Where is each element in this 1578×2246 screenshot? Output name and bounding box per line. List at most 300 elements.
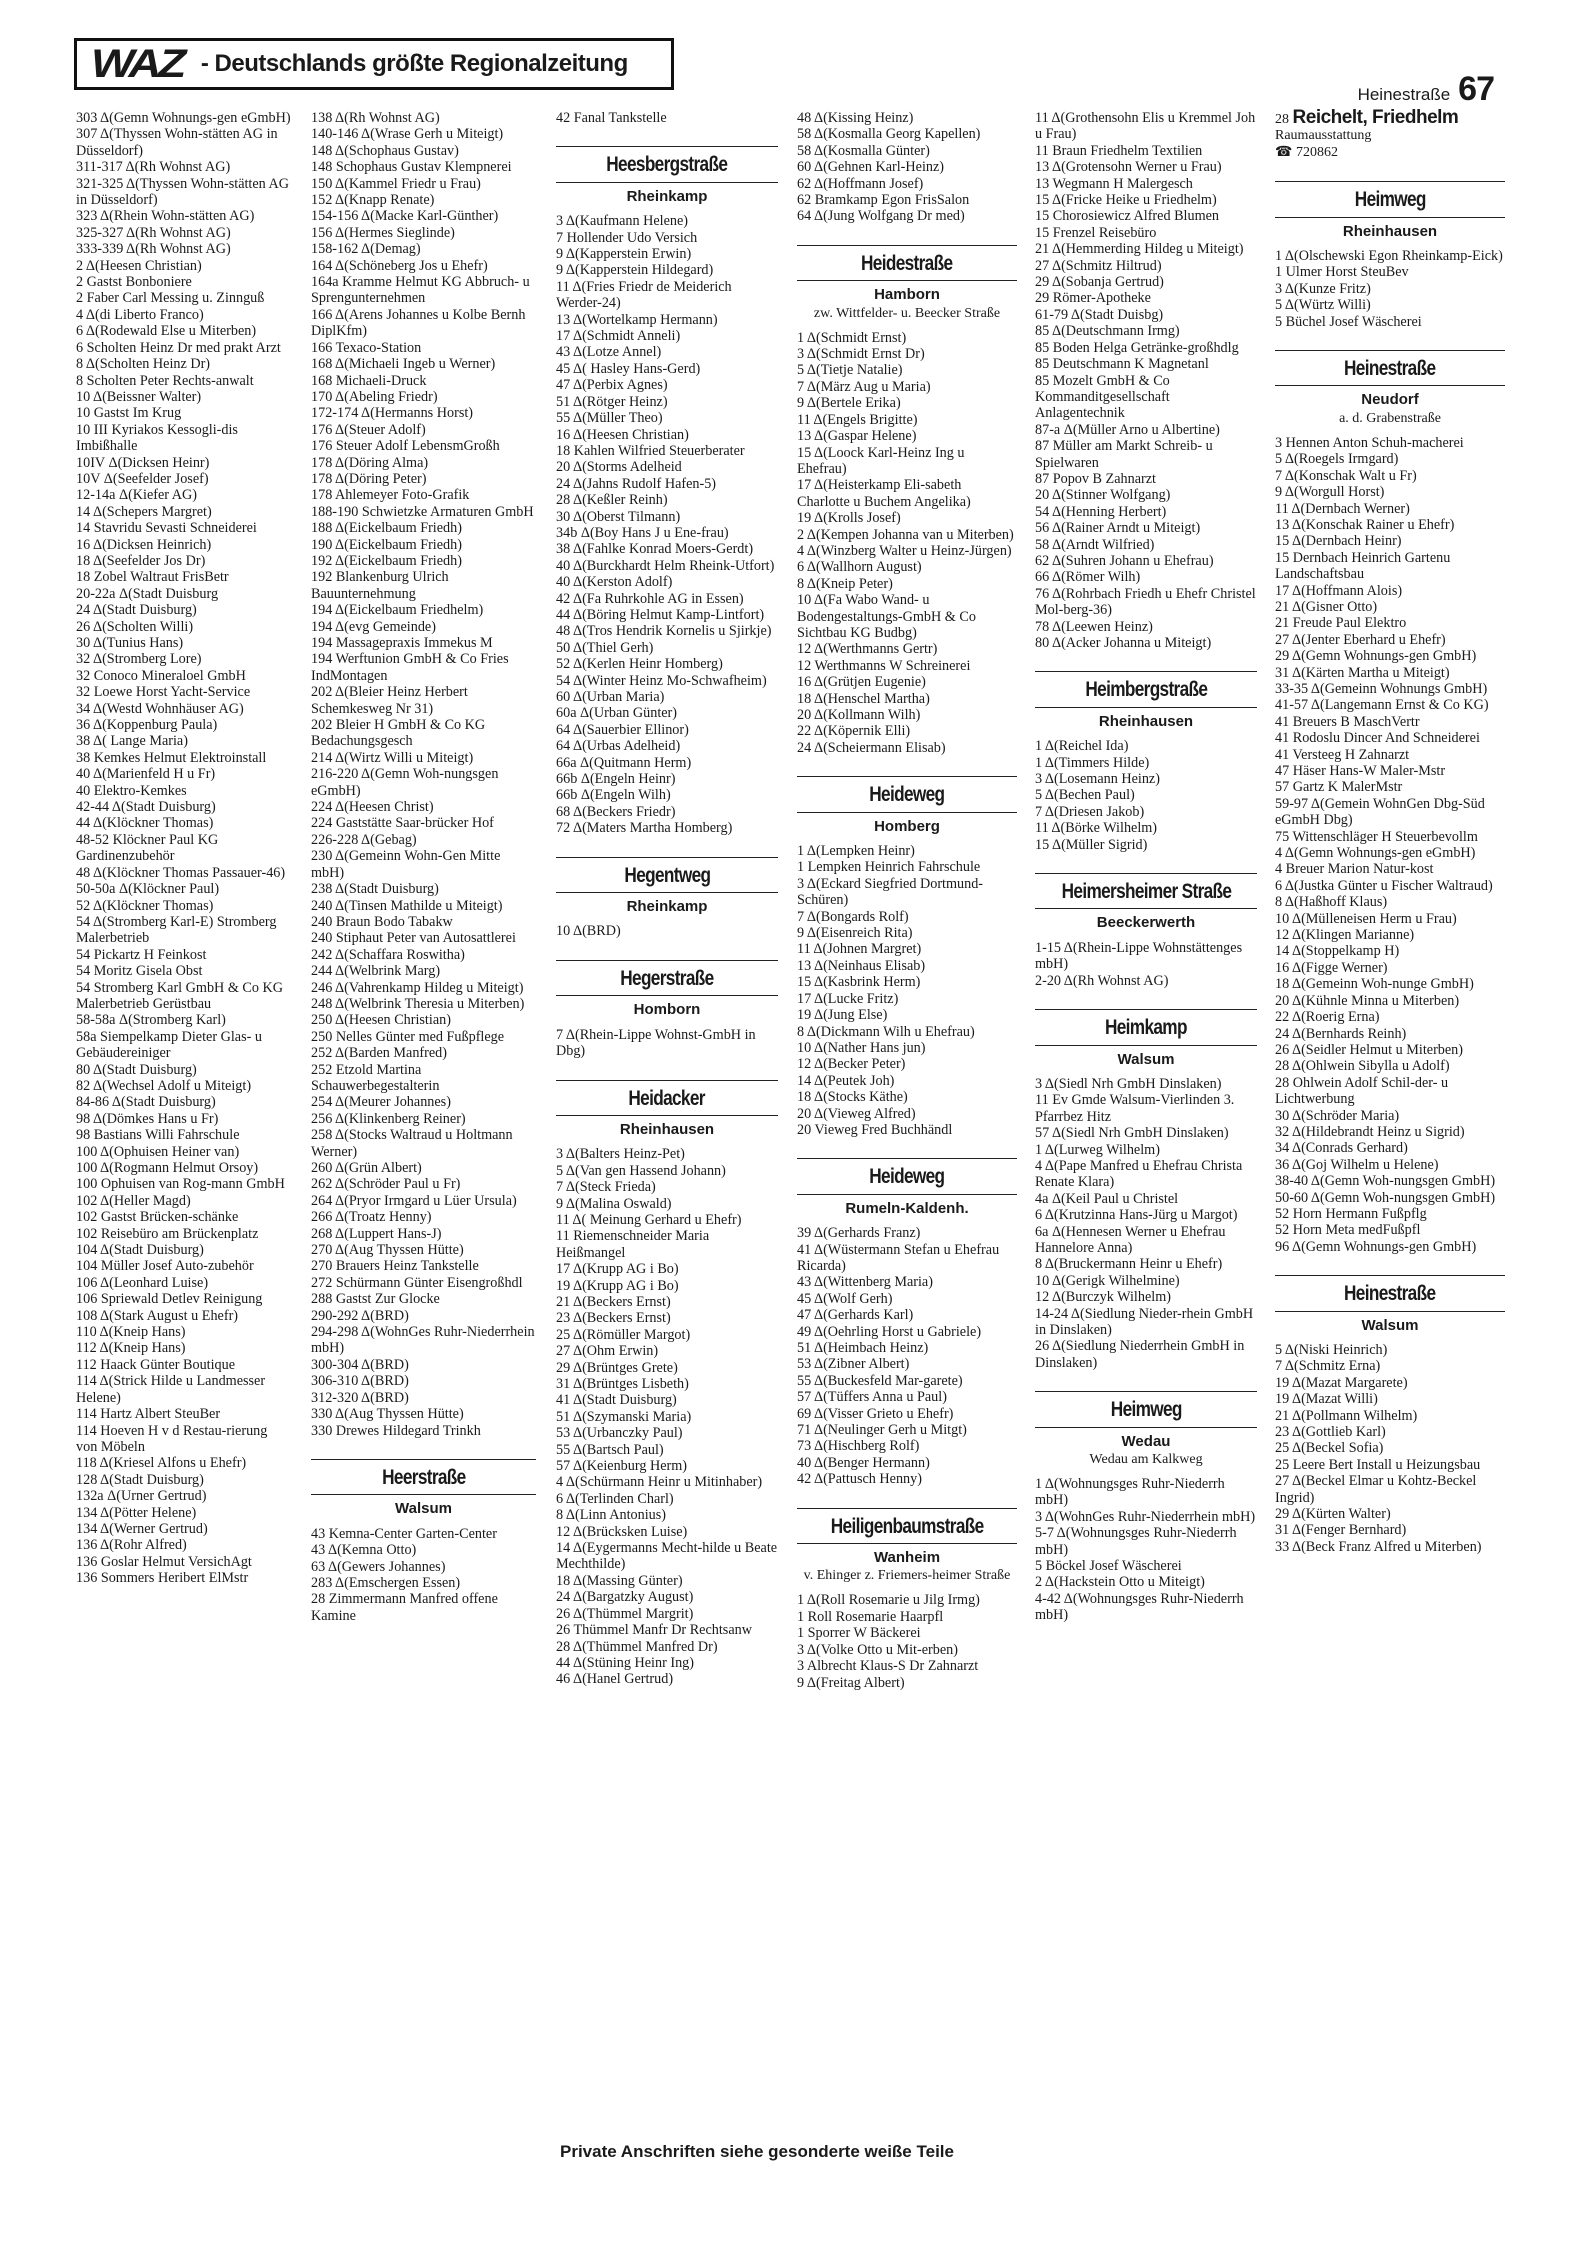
address-entry: 9 Δ(Worgull Horst)	[1275, 484, 1385, 501]
address-entry: 38 Kemkes Helmut Elektroinstall	[76, 749, 267, 766]
address-entry: 202 Bleier H GmbH & Co KG Bedachungsgesch	[311, 717, 489, 750]
address-entry: 12-14a Δ(Kiefer AG)	[76, 487, 198, 504]
address-entry: 80 Δ(Stadt Duisburg)	[76, 1061, 197, 1078]
address-entry: 170 Δ(Abeling Friedr)	[311, 388, 438, 405]
address-entry: 11 Braun Friedhelm Textilien	[1035, 142, 1203, 159]
street-heading	[797, 776, 1017, 835]
address-entry: 250 Nelles Günter med Fußpflege	[311, 1028, 505, 1045]
address-entry: 61-79 Δ(Stadt Duisbg)	[1035, 306, 1164, 323]
address-entry: 11 Δ(Johnen Margret)	[797, 941, 922, 958]
street-heading	[556, 146, 778, 205]
address-entry: 4 Δ(Gemn Wohnungs-gen eGmbH)	[1275, 845, 1476, 862]
address-entry: 36 Δ(Goj Wilhelm u Helene)	[1275, 1156, 1439, 1173]
address-entry: 29 Römer-Apotheke	[1035, 290, 1151, 307]
address-entry: 15 Δ(Loock Karl-Heinz Ing u Ehefrau)	[797, 444, 969, 477]
address-entry: 80 Δ(Acker Johanna u Miteigt)	[1035, 635, 1212, 651]
address-entry: 27 Δ(Jenter Eberhard u Ehefr)	[1275, 631, 1446, 648]
address-entry: 40 Δ(Benger Hermann)	[797, 1454, 930, 1471]
address-entry: 53 Δ(Zibner Albert)	[797, 1356, 910, 1373]
address-entry: 27 Δ(Ohm Erwin)	[556, 1343, 659, 1360]
address-entry: 102 Reisebüro am Brückenplatz	[76, 1225, 259, 1242]
district-name: Beeckerwerth	[1035, 908, 1257, 931]
street-segment-note: Wedau am Kalkweg	[1089, 1452, 1203, 1468]
address-entry: 18 Kahlen Wilfried Steuerberater	[556, 442, 745, 459]
address-entry: 4 Breuer Marion Natur-kost	[1275, 861, 1434, 878]
address-entry: 50-60 Δ(Gemn Woh-nungsgen GmbH)	[1275, 1189, 1496, 1206]
address-entry: 106 Spriewald Detlev Reinigung	[76, 1291, 263, 1308]
address-entry: 1 Δ(Reichel Ida)	[1035, 738, 1129, 755]
street-heading	[1275, 181, 1505, 240]
address-entry: 15 Dernbach Heinrich Gartenu Landschaftsbau	[1275, 549, 1454, 583]
running-street: Heinestraße	[1357, 85, 1451, 104]
address-entry: 78 Δ(Leewen Heinz)	[1035, 618, 1153, 635]
address-entry: 17 Δ(Hoffmann Alois)	[1275, 582, 1403, 599]
address-entry: 20 Vieweg Fred Buchhändl	[797, 1121, 953, 1138]
address-entry: 17 Δ(Schmidt Anneli)	[556, 328, 681, 345]
address-entry: 33-35 Δ(Gemeinn Wohnungs GmbH)	[1275, 680, 1488, 697]
street-name: Heimweg	[1110, 1398, 1182, 1422]
address-entry: 24 Δ(Jahns Rudolf Hafen-5)	[556, 475, 717, 492]
address-entry: 57 Gartz K MalerMstr	[1275, 779, 1403, 796]
street-heading	[1275, 1275, 1505, 1334]
address-entry: 264 Δ(Pryor Irmgard u Lüer Ursula)	[311, 1192, 517, 1209]
address-entry: 51 Δ(Rötger Heinz)	[556, 393, 668, 410]
address-entry: 20-22a Δ(Stadt Duisburg	[76, 585, 219, 602]
address-entry: 5 Δ(Tietje Natalie)	[797, 362, 903, 379]
address-entry: 2 Δ(Hackstein Otto u Miteigt)	[1035, 1574, 1205, 1591]
address-entry: 1-15 Δ(Rhein-Lippe Wohnstättenges mbH)	[1035, 939, 1246, 973]
address-entry: 10 Δ(Nather Hans jun)	[797, 1039, 926, 1056]
address-entry: 108 Δ(Stark August u Ehefr)	[76, 1307, 239, 1324]
address-entry: 26 Δ(Thümmel Margrit)	[556, 1605, 694, 1622]
address-entry: 43 Δ(Lotze Annel)	[556, 344, 662, 361]
address-entry: 32 Loewe Horst Yacht-Service	[76, 684, 251, 701]
advert-trade: Raumausstattung	[1275, 128, 1372, 144]
address-entry: 31 Δ(Fenger Bernhard)	[1275, 1522, 1407, 1539]
address-entry: 202 Δ(Bleier Heinz Herbert Schemkesweg Nr 31)	[311, 684, 472, 717]
address-entry: 87 Popov B Zahnarzt	[1035, 470, 1156, 487]
address-entry: 240 Braun Bodo Tabakw	[311, 913, 453, 930]
address-entry: 18 Zobel Waltraut FrisBetr	[76, 569, 229, 586]
address-entry: 28 Zimmermann Manfred offene Kamine	[311, 1591, 502, 1624]
address-entry: 15 Δ(Dernbach Heinr)	[1275, 533, 1402, 550]
address-entry: 34b Δ(Boy Hans J u Ene-frau)	[556, 524, 729, 541]
address-entry: 3 Δ(Losemann Heinz)	[1035, 771, 1160, 788]
address-entry: 172-174 Δ(Hermanns Horst)	[311, 405, 474, 422]
address-entry: 19 Δ(Mazat Margarete)	[1275, 1374, 1408, 1391]
street-heading	[1035, 873, 1257, 932]
address-entry: 14 Δ(Schepers Margret)	[76, 503, 212, 520]
address-entry: 136 Δ(Rohr Alfred)	[76, 1537, 187, 1554]
address-entry: 26 Thümmel Manfr Dr Rechtsanw	[556, 1622, 752, 1639]
address-entry: 21 Δ(Gisner Otto)	[1275, 598, 1378, 615]
street-heading	[797, 245, 1017, 322]
address-entry: 58 Δ(Kosmalla Günter)	[797, 142, 930, 159]
address-entry: 40 Δ(Burckhardt Helm Rheink-Utfort)	[556, 557, 775, 574]
address-entry: 58a Siempelkamp Dieter Glas- u Gebäudereiniger	[76, 1028, 266, 1062]
street-name: Heiligenbaumstraße	[830, 1514, 984, 1538]
address-entry: 29 Δ(Gemn Wohnungs-gen GmbH)	[1275, 648, 1477, 665]
address-entry: 40 Δ(Marienfeld H u Fr)	[76, 766, 216, 783]
address-entry: 63 Δ(Gewers Johannes)	[311, 1558, 446, 1575]
street-name: Heideweg	[869, 783, 945, 807]
street-name: Heimbergstraße	[1085, 678, 1207, 702]
address-entry: 104 Δ(Stadt Duisburg)	[76, 1242, 204, 1259]
column-2	[311, 110, 539, 1624]
address-entry: 8 Δ(Bruckermann Heinr u Ehefr)	[1035, 1256, 1223, 1273]
address-entry: 64 Δ(Urbas Adelheid)	[556, 738, 681, 755]
address-entry: 32 Conoco Mineraloel GmbH	[76, 667, 246, 684]
address-entry: 330 Drewes Hildegard Trinkh	[311, 1422, 481, 1439]
address-entry: 10V Δ(Seefelder Josef)	[76, 470, 209, 487]
address-entry: 64 Δ(Jung Wolfgang Dr med)	[797, 208, 965, 225]
address-entry: 164a Kramme Helmut KG Abbruch- u Sprengunternehmen	[311, 274, 534, 307]
street-name: Heidestraße	[861, 251, 953, 275]
address-entry: 71 Δ(Neulinger Gerh u Mitgt)	[797, 1422, 967, 1439]
address-entry: 19 Δ(Jung Else)	[797, 1007, 888, 1024]
address-entry: 54 Moritz Gisela Obst	[76, 963, 203, 980]
street-name: Heinestraße	[1344, 357, 1436, 381]
address-entry: 41 Breuers B MaschVertr	[1275, 713, 1420, 730]
address-entry: 240 Stiphaut Peter van Autosattlerei	[311, 930, 516, 947]
street-heading	[797, 1508, 1017, 1585]
address-entry: 7 Δ(Bongards Rolf)	[797, 908, 909, 925]
address-entry: 21 Freude Paul Elektro	[1275, 615, 1407, 632]
address-entry: 24 Δ(Bargatzky August)	[556, 1589, 694, 1606]
street-name: Heimweg	[1354, 188, 1426, 212]
address-entry: 55 Δ(Bartsch Paul)	[556, 1441, 664, 1458]
address-entry: 54 Δ(Stromberg Karl-E) Stromberg Malerbetrieb	[76, 913, 281, 947]
address-entry: 41 Versteeg H Zahnarzt	[1275, 746, 1410, 763]
street-heading	[556, 960, 778, 1019]
address-entry: 28 Δ(Thümmel Manfred Dr)	[556, 1638, 718, 1655]
address-entry: 102 Gastst Brücken-schänke	[76, 1209, 239, 1226]
address-entry: 72 Δ(Maters Martha Homberg)	[556, 820, 733, 837]
address-entry: 47 Häser Hans-W Maler-Mstr	[1275, 763, 1446, 779]
address-entry: 59-97 Δ(Gemein WohnGen Dbg-Süd eGmbH Dbg)	[1275, 795, 1489, 829]
address-entry: 85 Deutschmann K Magnetanl	[1035, 356, 1209, 373]
column-3	[556, 110, 781, 1688]
address-entry: 55 Δ(Müller Theo)	[556, 410, 663, 427]
address-entry: 25 Δ(Römüller Margot)	[556, 1326, 691, 1343]
address-entry: 43 Kemna-Center Garten-Center	[311, 1525, 497, 1542]
address-entry: 194 Massagepraxis Immekus M	[311, 635, 493, 651]
address-entry: 39 Δ(Gerhards Franz)	[797, 1225, 921, 1242]
address-entry: 8 Δ(Haßhoff Klaus)	[1275, 894, 1388, 911]
address-entry: 41-57 Δ(Langemann Ernst & Co KG)	[1275, 697, 1489, 714]
address-entry: 176 Steuer Adolf LebensmGroßh	[311, 438, 500, 455]
address-entry: 13 Δ(Neinhaus Elisab)	[797, 957, 926, 974]
address-entry: 52 Horn Hermann Fußpflg	[1275, 1205, 1427, 1222]
address-entry: 10 Δ(Fa Wabo Wand- u Bodengestaltungs-GmbH & Co Sichtbau KG Budbg)	[797, 592, 980, 641]
address-entry: 132a Δ(Urner Gertrud)	[76, 1488, 207, 1505]
address-entry: 6 Δ(Wallhorn August)	[797, 559, 922, 576]
masthead	[74, 38, 674, 90]
address-entry: 42 Δ(Fa Ruhrkohle AG in Essen)	[556, 590, 744, 607]
address-entry: 226-228 Δ(Gebag)	[311, 831, 417, 848]
address-entry: 134 Δ(Werner Gertrud)	[76, 1520, 208, 1537]
address-entry: 40 Elektro-Kemkes	[76, 782, 187, 799]
address-entry: 56 Δ(Rainer Arndt u Miteigt)	[1035, 520, 1201, 537]
street-name: Heimersheimer Straße	[1061, 880, 1231, 904]
address-entry: 27 Δ(Beckel Elmar u Kohtz-Beckel Ingrid)	[1275, 1473, 1480, 1506]
address-entry: 325-327 Δ(Rh Wohnst AG)	[76, 224, 231, 241]
address-entry: 12 Δ(Werthmanns Gertr)	[797, 641, 938, 658]
address-entry: 2 Gastst Bonboniere	[76, 274, 192, 291]
street-heading	[797, 1158, 1017, 1217]
address-entry: 306-310 Δ(BRD)	[311, 1373, 409, 1390]
address-entry: 100 Ophuisen van Rog-mann GmbH	[76, 1176, 285, 1193]
address-entry: 60 Δ(Urban Maria)	[556, 689, 665, 705]
address-entry: 32 Δ(Hildebrandt Heinz u Sigrid)	[1275, 1123, 1465, 1140]
address-entry: 17 Δ(Heisterkamp Eli-sabeth Charlotte u Buchem Angelika)	[797, 477, 971, 510]
district-name: Walsum	[1275, 1311, 1505, 1334]
address-entry: 84-86 Δ(Stadt Duisburg)	[76, 1094, 216, 1111]
address-entry: 3 Δ(Schmidt Ernst Dr)	[797, 346, 925, 363]
address-entry: 13 Δ(Grotensohn Werner u Frau)	[1035, 159, 1222, 176]
address-entry: 38-40 Δ(Gemn Woh-nungsgen GmbH)	[1275, 1173, 1496, 1190]
district-name: Wedau	[1035, 1427, 1257, 1450]
address-entry: 164 Δ(Schöneberg Jos u Ehefr)	[311, 257, 488, 274]
address-entry: 168 Δ(Michaeli Ingeb u Werner)	[311, 356, 496, 373]
address-entry: 16 Δ(Figge Werner)	[1275, 959, 1388, 976]
address-entry: 5 Δ(Van gen Hassend Johann)	[556, 1162, 726, 1179]
address-entry: 18 Δ(Henschel Martha)	[797, 690, 930, 707]
address-entry: 1 Ulmer Horst SteuBev	[1275, 264, 1409, 281]
address-entry: 76 Δ(Rohrbach Friedh u Ehefr Christel Mol-berg-36)	[1035, 585, 1260, 619]
address-entry: 252 Δ(Barden Manfred)	[311, 1045, 447, 1062]
address-entry: 6 Δ(Rodewald Else u Miterben)	[76, 323, 257, 340]
address-entry: 23 Δ(Gottlieb Karl)	[1275, 1424, 1386, 1441]
street-name: Heideweg	[869, 1165, 945, 1189]
address-entry: 254 Δ(Meurer Johannes)	[311, 1094, 451, 1111]
street-name: Heidacker	[628, 1086, 706, 1110]
district-name: Rheinhausen	[1035, 707, 1257, 730]
address-entry: 69 Δ(Visser Grieto u Ehefr)	[797, 1405, 954, 1422]
address-entry: 300-304 Δ(BRD)	[311, 1356, 409, 1373]
address-entry: 48 Δ(Tros Hendrik Kornelis u Sjirkje)	[556, 623, 772, 640]
address-entry: 8 Δ(Linn Antonius)	[556, 1507, 667, 1524]
address-entry: 47 Δ(Perbix Agnes)	[556, 377, 668, 394]
address-entry: 14-24 Δ(Siedlung Nieder-rhein GmbH in Dinslaken)	[1035, 1305, 1257, 1338]
address-entry: 3 Δ(Eckard Siegfried Dortmund-Schüren)	[797, 875, 984, 909]
advert-house-number: 28	[1275, 112, 1289, 127]
address-entry: 268 Δ(Luppert Hans-J)	[311, 1225, 442, 1242]
address-entry: 29 Δ(Sobanja Gertrud)	[1035, 274, 1164, 291]
address-entry: 52 Δ(Kerlen Heinr Homberg)	[556, 656, 723, 673]
address-entry: 7 Δ(Schmitz Erna)	[1275, 1358, 1381, 1375]
address-entry: 46 Δ(Hanel Gertrud)	[556, 1671, 674, 1688]
address-entry: 307 Δ(Thyssen Wohn-stätten AG in Düsseldorf)	[76, 126, 282, 159]
street-heading	[1275, 350, 1505, 427]
address-entry: 23 Δ(Beckers Ernst)	[556, 1310, 671, 1327]
address-entry: 258 Δ(Stocks Waltraud u Holtmann Werner)	[311, 1127, 516, 1160]
address-entry: 1 Δ(Timmers Hilde)	[1035, 754, 1150, 771]
address-entry: 106 Δ(Leonhard Luise)	[76, 1274, 209, 1291]
street-name: Heinestraße	[1344, 1282, 1436, 1306]
address-entry: 158-162 Δ(Demag)	[311, 241, 421, 258]
address-entry: 48-52 Klöckner Paul KG Gardinenzubehör	[76, 831, 222, 865]
address-entry: 9 Δ(Bertele Erika)	[797, 395, 901, 412]
address-entry: 62 Δ(Suhren Johann u Ehefrau)	[1035, 552, 1214, 569]
address-entry: 166 Texaco-Station	[311, 339, 422, 356]
street-heading	[311, 1459, 536, 1518]
district-name: Homborn	[556, 995, 778, 1018]
address-entry: 16 Δ(Grütjen Eugenie)	[797, 674, 926, 691]
district-name: Neudorf	[1275, 385, 1505, 408]
address-entry: 98 Bastians Willi Fahrschule	[76, 1127, 240, 1144]
district-name: Walsum	[311, 1494, 536, 1517]
column-1	[76, 110, 291, 1587]
column-6	[1275, 107, 1505, 1555]
address-entry: 10 Gastst Im Krug	[76, 405, 182, 422]
address-entry: 11 Δ(Grothensohn Elis u Kremmel Joh u Frau)	[1035, 110, 1259, 143]
address-entry: 73 Δ(Hischberg Rolf)	[797, 1438, 920, 1455]
address-entry: 47 Δ(Gerhards Karl)	[797, 1307, 914, 1324]
address-entry: 49 Δ(Oehrling Horst u Gabriele)	[797, 1323, 982, 1340]
address-entry: 22 Δ(Roerig Erna)	[1275, 1009, 1380, 1026]
address-entry: 28 Δ(Ohlwein Sibylla u Adolf)	[1275, 1058, 1450, 1075]
address-entry: 54 Stromberg Karl GmbH & Co KG Malerbetrieb Gerüstbau	[76, 979, 287, 1012]
address-entry: 12 Werthmanns W Schreinerei	[797, 657, 971, 674]
masthead-slogan: - Deutschlands größte Regionalzeitung	[200, 50, 628, 77]
address-entry: 11 Δ(Börke Wilhelm)	[1035, 820, 1158, 837]
street-name: Heimkamp	[1105, 1016, 1187, 1040]
district-name: Homberg	[797, 812, 1017, 835]
district-name: Hamborn	[797, 280, 1017, 303]
address-entry: 14 Δ(Stoppelkamp H)	[1275, 943, 1400, 960]
address-entry: 250 Δ(Heesen Christian)	[311, 1012, 451, 1029]
address-entry: 12 Δ(Becker Peter)	[797, 1056, 906, 1073]
address-entry: 266 Δ(Troatz Henny)	[311, 1209, 432, 1226]
address-entry: 4a Δ(Keil Paul u Christel	[1035, 1190, 1179, 1207]
address-entry: 214 Δ(Wirtz Willi u Miteigt)	[311, 749, 474, 766]
address-entry: 21 Δ(Hemmerding Hildeg u Miteigt)	[1035, 241, 1244, 258]
address-entry: 294-298 Δ(WohnGes Ruhr-Niederrhein mbH)	[311, 1324, 539, 1357]
address-entry: 38 Δ(Fahlke Konrad Moers-Gerdt)	[556, 541, 754, 558]
address-entry: 15 Δ(Kasbrink Herm)	[797, 974, 921, 991]
column-5	[1035, 110, 1260, 1624]
address-entry: 11 Δ(Engels Brigitte)	[797, 411, 918, 428]
address-entry: 244 Δ(Welbrink Marg)	[311, 963, 441, 980]
address-entry: 7 Δ(Rhein-Lippe Wohnst-GmbH in Dbg)	[556, 1026, 760, 1060]
address-entry: 16 Δ(Dicksen Heinrich)	[76, 536, 212, 553]
address-entry: 5 Δ(Bechen Paul)	[1035, 787, 1135, 804]
page-number: 67	[1458, 70, 1494, 108]
address-entry: 3 Δ(Kunze Fritz)	[1275, 280, 1371, 297]
address-entry: 194 Δ(evg Gemeinde)	[311, 618, 436, 635]
address-entry: 246 Δ(Vahrenkamp Hildeg u Miteigt)	[311, 979, 524, 996]
address-entry: 48 Δ(Klöckner Thomas Passauer-46)	[76, 864, 286, 881]
district-name: Rumeln-Kaldenh.	[797, 1194, 1017, 1217]
address-entry: 21 Δ(Pollmann Wilhelm)	[1275, 1407, 1418, 1424]
address-entry: 192 Blankenburg Ulrich Bauunternehmung	[311, 569, 453, 602]
address-entry: 10 Δ(Mülleneisen Herm u Frau)	[1275, 910, 1457, 927]
address-entry: 4 Δ(Pape Manfred u Ehefrau Christa Renate Klara)	[1035, 1157, 1246, 1191]
address-entry: 62 Bramkamp Egon FrisSalon	[797, 192, 970, 209]
address-entry: 7 Δ(März Aug u Maria)	[797, 378, 931, 395]
address-entry: 152 Δ(Knapp Renate)	[311, 192, 435, 209]
address-entry: 224 Gaststätte Saar-brücker Hof	[311, 815, 494, 832]
address-entry: 4-42 Δ(Wohnungsges Ruhr-Niederrh mbH)	[1035, 1590, 1248, 1624]
address-entry: 41 Δ(Stadt Duisburg)	[556, 1392, 677, 1409]
address-entry: 33 Δ(Beck Franz Alfred u Miterben)	[1275, 1538, 1482, 1555]
address-entry: 19 Δ(Mazat Willi)	[1275, 1391, 1378, 1408]
address-entry: 18 Δ(Massing Günter)	[556, 1572, 683, 1589]
address-entry: 10 Δ(Beissner Walter)	[76, 388, 202, 405]
address-entry: 176 Δ(Steuer Adolf)	[311, 421, 426, 438]
district-name: Rheinhausen	[1275, 217, 1505, 240]
address-entry: 11 Ev Gmde Walsum-Vierlinden 3. Pfarrbez Hitz	[1035, 1092, 1238, 1125]
address-entry: 21 Δ(Beckers Ernst)	[556, 1293, 671, 1310]
address-entry: 5-7 Δ(Wohnungsges Ruhr-Niederrh mbH)	[1035, 1525, 1241, 1558]
address-entry: 44 Δ(Klöckner Thomas)	[76, 815, 214, 832]
address-entry: 256 Δ(Klinkenberg Reiner)	[311, 1110, 466, 1127]
address-entry: 15 Δ(Fricke Heike u Friedhelm)	[1035, 192, 1217, 209]
address-entry: 60 Δ(Gehnen Karl-Heinz)	[797, 159, 945, 176]
address-entry: 26 Δ(Siedlung Niederrhein GmbH in Dinslaken)	[1035, 1338, 1248, 1371]
business-advert	[1275, 107, 1505, 161]
address-entry: 57 Δ(Keienburg Herm)	[556, 1458, 687, 1475]
address-entry: 5 Böckel Josef Wäscherei	[1035, 1558, 1182, 1575]
address-entry: 9 Δ(Kapperstein Hildegard)	[556, 262, 714, 279]
address-entry: 32 Δ(Stromberg Lore)	[76, 651, 202, 668]
address-entry: 194 Δ(Eickelbaum Friedhelm)	[311, 602, 484, 619]
address-entry: 36 Δ(Koppenburg Paula)	[76, 717, 218, 734]
address-entry: 55 Δ(Buckesfeld Mar-garete)	[797, 1372, 963, 1389]
district-name: Walsum	[1035, 1045, 1257, 1068]
address-entry: 28 Ohlwein Adolf Schil-der- u Lichtwerbung	[1275, 1074, 1452, 1108]
address-entry: 58-58a Δ(Stromberg Karl)	[76, 1012, 226, 1029]
district-name: Wanheim	[797, 1543, 1017, 1566]
address-entry: 13 Δ(Gaspar Helene)	[797, 428, 917, 445]
address-entry: 50 Δ(Thiel Gerh)	[556, 639, 654, 656]
address-entry: 64 Δ(Sauerbier Ellinor)	[556, 721, 689, 738]
address-entry: 20 Δ(Kühnle Minna u Miterben)	[1275, 992, 1460, 1009]
advert-phone: ☎ 720862	[1275, 144, 1338, 160]
address-entry: 128 Δ(Stadt Duisburg)	[76, 1471, 204, 1488]
street-heading	[1035, 1009, 1257, 1068]
district-name: Rheinhausen	[556, 1115, 778, 1138]
district-name: Rheinkamp	[556, 182, 778, 205]
address-entry: 100 Δ(Ophuisen Heiner van)	[76, 1143, 240, 1160]
address-entry: 85 Mozelt GmbH & Co Kommanditgesellschaft Anlagentechnik	[1035, 372, 1174, 422]
address-entry: 252 Etzold Martina Schauwerbegestalterin	[311, 1061, 440, 1094]
address-entry: 52 Horn Meta medFußpfl	[1275, 1222, 1421, 1239]
address-entry: 34 Δ(Westd Wohnhäuser AG)	[76, 700, 244, 717]
address-entry: 42-44 Δ(Stadt Duisburg)	[76, 799, 216, 816]
address-entry: 104 Müller Josef Auto-zubehör	[76, 1258, 254, 1275]
address-entry: 24 Δ(Scheiermann Elisab)	[797, 739, 946, 756]
address-entry: 270 Brauers Heinz Tankstelle	[311, 1258, 479, 1275]
address-entry: 2 Δ(Kempen Johanna van u Miterben)	[797, 526, 1014, 543]
address-entry: 24 Δ(Stadt Duisburg)	[76, 602, 197, 619]
address-entry: 5 Δ(Roegels Irmgard)	[1275, 451, 1399, 468]
address-entry: 2-20 Δ(Rh Wohnst AG)	[1035, 972, 1169, 989]
address-entry: 3 Δ(Kaufmann Helene)	[556, 213, 689, 230]
address-entry: 1 Δ(Olschewski Egon Rheinkamp-Eick)	[1275, 248, 1503, 265]
address-entry: 8 Scholten Peter Rechts-anwalt	[76, 372, 254, 389]
address-entry: 3 Hennen Anton Schuh-macherei	[1275, 434, 1464, 451]
address-entry: 168 Michaeli-Druck	[311, 372, 427, 389]
address-entry: 7 Hollender Udo Versich	[556, 229, 698, 246]
address-entry: 50-50a Δ(Klöckner Paul)	[76, 881, 220, 898]
address-entry: 87 Müller am Markt Schreib- u Spielwaren	[1035, 438, 1217, 471]
address-entry: 15 Frenzel Reisebüro	[1035, 224, 1157, 241]
address-entry: 29 Δ(Brüntges Grete)	[556, 1359, 678, 1376]
address-entry: 20 Δ(Stinner Wolfgang)	[1035, 487, 1171, 504]
address-entry: 66 Δ(Römer Wilh)	[1035, 569, 1141, 586]
